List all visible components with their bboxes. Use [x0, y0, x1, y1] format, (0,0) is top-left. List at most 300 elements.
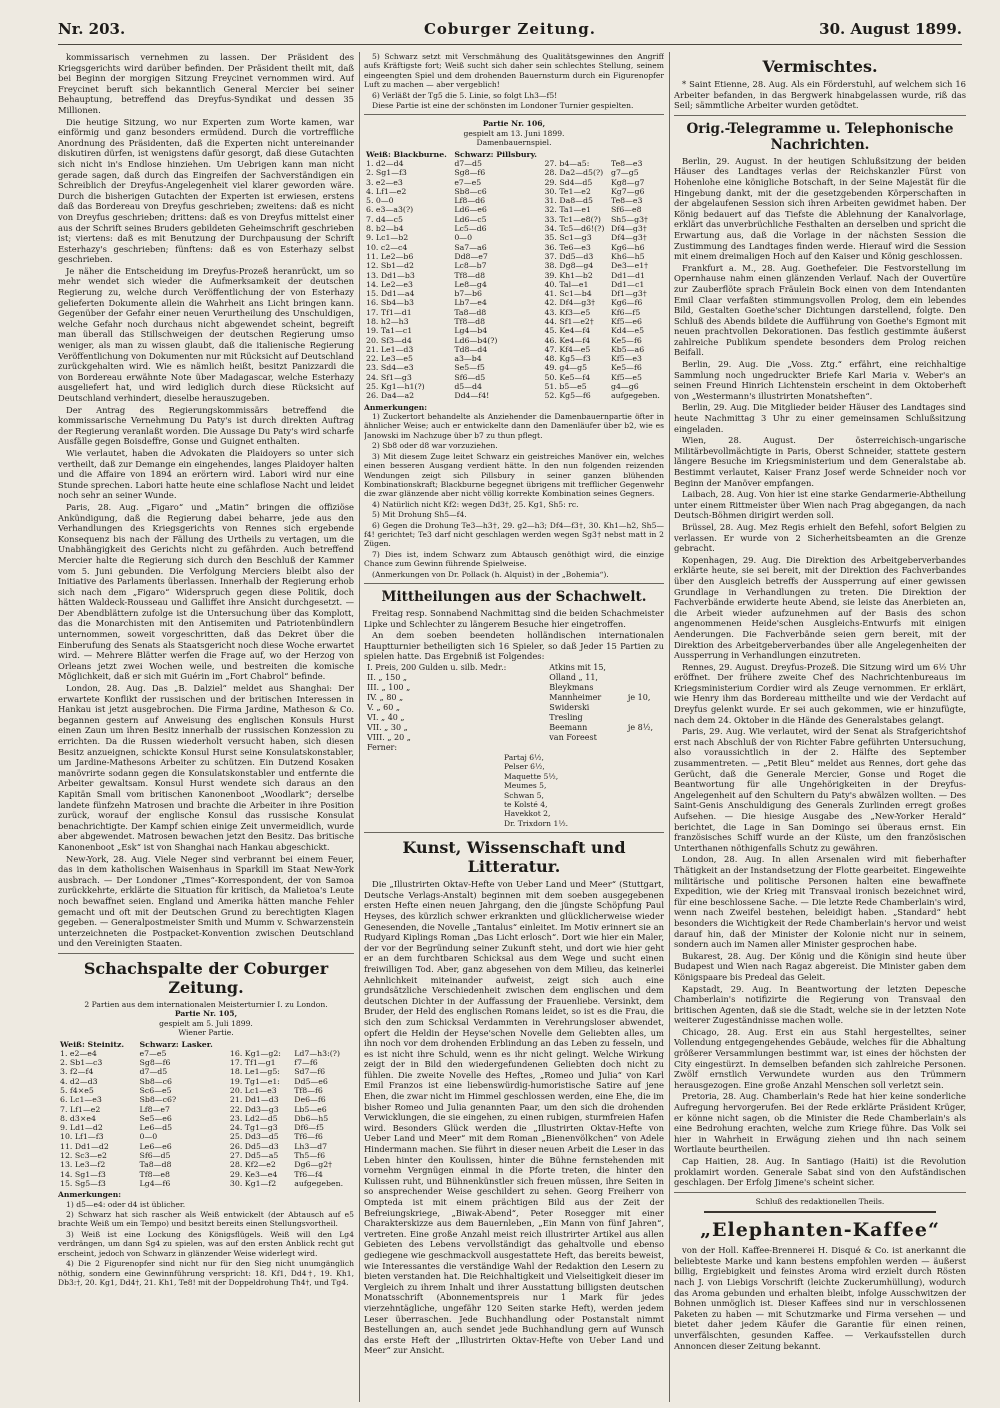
- move-row: [364, 317, 664, 326]
- chess-note: 3) Weiß ist eine Lockung des Königsflügels. Weiß will den Lg4 verdrängen, um dann Sg4 zu spielen, was auf den ersten Anblick recht gut erscheint, jedoch von Schwarz in glänzender Weise widerlegt wird.: [58, 1229, 354, 1258]
- news-paragraph: Je näher die Entscheidung im Dreyfus-Prozeß heranrückt, um so mehr wendet sich wieder die Aufmerksamkeit der deutschen Regierung zu, welche durch Veröffentlichung der von Esterhazy gelieferten Dokumente allein die Wahrheit ans Licht bringen kann. Gegenüber der Gefahr einer neuen Verurtheilung des Unschuldigen, welche Gefahr noch durchaus nicht abgewendet scheint, begreift man überall das Stillschweigen der deutschen Regierung umso weniger, als man zu wissen glaubt, daß die italienische Regierung Veröffentlichung von Dokumenten nur mit Rücksicht auf Deutschland zurückgehalten wird. Wie es nämlich heißt, besitzt Panizzardi die von Bordereau erwähnte Note über Madagascar, welche Esterhazy ausgeliefert hat, und wird lediglich durch diese Rücksicht auf Deutschland verhindert, dieselbe herauszugeben.: [58, 265, 354, 403]
- move-cell: 21. Dd1—d3: [229, 1095, 279, 1105]
- prize-score: [625, 733, 664, 743]
- move-cell: 17. Tf1—d1: [366, 307, 412, 317]
- move-cell: Se5—e6: [139, 1113, 172, 1123]
- move-cell: 4. Lf1—e2: [366, 186, 407, 196]
- move-cell: Kf5—e3: [610, 354, 643, 364]
- move-cell: 24. Sf1—g3: [366, 372, 412, 382]
- move-cell: 49. g4—g5: [544, 363, 588, 373]
- move-row: [364, 280, 664, 289]
- column-right: [674, 52, 966, 1402]
- move-cell: Lh3—d7: [294, 1141, 328, 1151]
- move-row: [364, 326, 664, 335]
- prize-score: [625, 683, 664, 693]
- move-cell: Sf6—e8: [610, 205, 642, 215]
- chess-note: 6) Gegen die Drohung Te3—h3†, 29. g2—h3; Df4—f3†, 30. Kh1—h2, Sh5—f4! gerichtet; Te3 darf nicht geschlagen werden wegen Sg3† nebst matt in 2 Zügen.: [364, 520, 664, 549]
- move-cell: f7—f6: [294, 1058, 318, 1068]
- move-cell: 14. Sg1—f3: [60, 1169, 106, 1179]
- telegram-title: Orig.-Telegramme u. Telephonische Nachrichten.: [686, 120, 954, 153]
- column-middle: [364, 52, 664, 1402]
- move-cell: 26. Da4—a2: [366, 391, 415, 401]
- move-cell: Ld6—c5: [454, 214, 487, 224]
- move-cell: 18. h2—h3: [366, 317, 409, 326]
- game106-title: Partie Nr. 106,: [482, 119, 546, 129]
- move-cell: Sg8—f6: [139, 1058, 171, 1068]
- chess-note: 5) Schwarz setzt mit Verschmähung des Qualitätsgewinnes den Angriff aufs Kräftigste fort; Weiß sucht sich daher sein schlechtes Stellung, seinem eingeengten Spiel und dem drohenden Bauernsturm durch ein Figurenopfer Luft zu machen — aber vergeblich!: [364, 52, 664, 90]
- move-cell: Sf6—d5: [454, 372, 486, 382]
- move-cell: Kh6—h5: [610, 251, 645, 261]
- move-cell: Se5—f5: [454, 363, 485, 373]
- telegram-paragraph: Laibach, 28. Aug. Von hier ist eine starke Gendarmerie-Abtheilung unter einem Rittmeister über Wien nach Prag abgegangen, da nach Deutsch-Böhmen dirigirt werden soll.: [674, 489, 966, 521]
- prize-cell: Ferner:: [367, 742, 398, 752]
- newspaper-title: Coburger Zeitung.: [423, 20, 597, 38]
- move-row: [58, 1058, 354, 1067]
- move-cell: De6—f6: [294, 1095, 326, 1105]
- move-cell: 26. Dd5—d3: [229, 1141, 279, 1151]
- move-cell: 18. Le1—g5:: [229, 1067, 280, 1077]
- prize-row: [364, 683, 664, 693]
- move-row: [364, 391, 664, 400]
- news-paragraph: Paris, 28. Aug. „Figaro“ und „Matin“ bringen die offiziöse Ankündigung, daß die Regierung dabei beharre, jede aus den Verhandlungen des Kriegsgerichts von Rennes sich ergebende Konsequenz bis nach der Fällung des Urtheils zu vertagen, um die Unabhängigkeit des Gerichts nicht zu gefährden. Auch betreffend Mercier halte die Regierung sich durch den Beschluß der Kammer vom 5. Juni gebunden. Die Verfolgung Merciers bleibt also der Initiative des Parlaments überlassen. Innerhalb der Regierung erhob sich nach dem „Figaro“ Widerspruch gegen diese Politik, doch hätten Waldeck-Rousseau und Galliffet ihre Ansicht durchgesetzt. — Der Abendblättern zufolge ist die Untersuchung über das Komplott, das die Monarchisten mit den Antisemiten und Patriotenbündlern unternommen, soweit vorgeschritten, daß das Dekret über die Einberufung des Senats als Staatsgericht noch diese Woche erwartet wird. — Mehrere Blätter werfen die Frage auf, wo der Herzog von Orleans jetzt zwei Wochen weile, und bestreiten die komische Möglichkeit, daß er sich mit Guérin im „Fort Chabrol“ befinde.: [58, 501, 354, 682]
- move-cell: 15. Dd1—a4: [366, 289, 415, 299]
- move-cell: Ld6—b4(?): [454, 335, 498, 345]
- move-cell: Tf6—f6: [294, 1132, 323, 1142]
- player-score: Partaj 6½,: [504, 752, 544, 762]
- player-score: Meumes 5,: [504, 781, 547, 791]
- move-cell: d7—d5: [454, 158, 483, 168]
- chess-note: 2) Schwarz hat sich rascher als Weiß entwickelt (der Abtausch auf e5 brachte Weiß um ein Tempo) und besitzt bereits einen Stellungsvortheil.: [58, 1210, 354, 1229]
- move-cell: 7. d4—c5: [366, 214, 403, 224]
- move-cell: Dd1—c1: [610, 279, 645, 289]
- move-row: [364, 382, 664, 391]
- end-editorial-note: Schluß des redaktionellen Theils.: [755, 1196, 885, 1206]
- move-cell: Lg4—b4: [454, 326, 488, 336]
- move-cell: 5. f4×e5: [60, 1085, 94, 1095]
- move-cell: 51. b5—e5: [544, 382, 587, 392]
- dutch-tourney-text: An dem soeben beendeten holländischen internationalen Hauptturnier betheiligten sich 16 Spieler, so daß Jeder 15 Partien zu spielen hatte. Das Ergebniß ist Folgendes:: [364, 630, 664, 662]
- chess-note: 4) Die 2 Figurenopfer sind nicht nur für den Sieg nicht unumgänglich nöthig, sondern eine Gewinnführung verspricht: 18. Kf1, Dd4†, 19. Kh1, Db3:†, 20. Kg1, Dd4†, 21. Kh1, Te8! mit der Doppeldrohung Th4†, und Tg4.: [58, 1259, 354, 1287]
- move-cell: 17. Tf1—g1: [229, 1058, 276, 1068]
- telegram-paragraph: Frankfurt a. M., 28. Aug. Goethefeier. Die Festvorstellung im Opernhause nahm einen glänzenden Verlauf. Nach der Ouvertüre zur Zauberflöte sprach Fräulein Bock einen von dem Intendanten Emil Claar verfaßten stimmungsvollen Prolog, dem ein lebendes Bild, Gestalten Goethe'scher Dichtungen darstellend, folgte. Den Schluß des Abends bildete die Aufführung von Goethe's Egmont mit neuen prachtvollen Dekorationen. Das festlich gestimmte äußerst zahlreiche Publikum spendete besonders dem Prolog reichen Beifall.: [674, 262, 966, 358]
- news-paragraph: London, 28. Aug. Das „B. Dalziel“ meldet aus Shanghai: Der erwartete Konflikt der russischen und der britischen Interessen in Hankau ist jetzt ausgebrochen. Die Firma Jardine, Matheson & Co. begannen gestern auf Anweisung des englischen Konsuls Hurst einen Zaun um ihren Besitz innerhalb der russischen Konzession zu errichten. Da die Russen wiederholt versucht haben, sich diesen Besitz anzueignen, schickte Konsul Hurst seine Konsulatskonstabler, um Jardine-Mathesons Arbeiter zu schützen. Ein Dutzend Kosaken manövrirte sodann gegen die Konsulatskonstabler und entfernte die Arbeiter gewaltsam. Konsul Hurst wendete sich daraus an den Kapitän Small vom britischen Kanonenboot „Woodlark“; derselbe landete fünfzehn Matrosen und brachte die Arbeiter in ihre Position zurück, worauf der englische Konsul das russische Konsulat benachrichtigte. Der Kampf schien einige Zeit unvermeidlich, wurde aber abgewendet. Matrosen bewachen jetzt den Besitz. Das britische Kanonenboot „Esk“ ist von Shanghai nach Hankau abgeschickt.: [58, 683, 354, 852]
- game106-notes: [364, 412, 664, 579]
- move-cell: Ke5—f6: [610, 335, 642, 345]
- move-cell: Sg8—f6: [454, 168, 486, 178]
- move-cell: 33. Tc1—e8(?): [544, 214, 601, 224]
- prize-row: [364, 713, 664, 723]
- move-row: [364, 233, 664, 242]
- move-cell: Le8—g4: [454, 279, 487, 289]
- move-row: [364, 178, 664, 187]
- column-divider: [359, 52, 360, 1402]
- move-cell: 3. e2—e3: [366, 177, 403, 187]
- move-cell: Lg4—f6: [139, 1178, 171, 1188]
- move-cell: 39. Kh1—b2: [544, 270, 593, 280]
- move-cell: 29. Sd4—d5: [544, 177, 593, 187]
- chess-note: 3) Mit diesem Zuge leitet Schwarz ein geistreiches Manöver ein, welches einen besseren Ausgang verdient hätte. In den nun folgenden reizenden Wendungen zeigt sich Pillsbury in seiner ganzen blühenden Kombinationskraft; Blackburne begegnet übrigens mit trefflicher Gegenwehr die zwar glänzende aber nicht völlig korrekte Kombination seines Gegners.: [364, 451, 664, 499]
- chess-note: 1) d5—e4: oder d4 ist üblicher.: [66, 1199, 186, 1209]
- move-cell: Sa7—a6: [454, 242, 487, 252]
- prize-cell: Tresling: [549, 712, 583, 722]
- move-cell: Kb5—a6: [610, 344, 645, 354]
- move-cell: 11. Le2—b6: [366, 251, 414, 261]
- prize-row: [364, 673, 664, 683]
- move-cell: Dd1—d1: [610, 270, 645, 280]
- move-cell: Kd4—e5: [610, 326, 645, 336]
- move-cell: 7. Lf1—e2: [60, 1104, 101, 1114]
- move-cell: Te8—e3: [610, 196, 643, 206]
- ad-title: „Elephanten-Kaffee“: [700, 1219, 940, 1242]
- telegrams: [674, 156, 966, 1188]
- dreyfus-report: [58, 52, 354, 949]
- prize-cell: van Foreest: [549, 732, 597, 742]
- move-cell: 14. Le2—e3: [366, 279, 414, 289]
- move-cell: 48. Kg5—f3: [544, 354, 591, 364]
- move-cell: 45. Ke4—f4: [544, 326, 591, 336]
- move-cell: 40. Tal—e1: [544, 279, 589, 289]
- move-cell: Le6—d5: [139, 1123, 173, 1133]
- move-cell: Sf6—d5: [139, 1151, 171, 1161]
- telegram-paragraph: Brüssel, 28. Aug. Mez Regis erhielt den Befehl, sofort Belgien zu verlassen. Er wurde von 2 Sicherheitsbeamten an die Grenze gebracht.: [674, 521, 966, 554]
- game106-date: gespielt am 13. Juni 1899.: [463, 128, 565, 138]
- move-cell: 16. Kg1—g2:: [229, 1048, 281, 1058]
- move-row: [364, 187, 664, 196]
- move-cell: aufgegeben.: [610, 391, 660, 401]
- move-cell: Ld7—h3:(?): [294, 1048, 341, 1058]
- move-cell: 12. Sb1—d2: [366, 261, 414, 271]
- move-cell: 31. Da8—d5: [544, 196, 593, 206]
- move-cell: 20. Lc1—e3: [229, 1085, 277, 1095]
- chess-note: Diese Partie ist eine der schönsten im Londoner Turnier gespielten.: [372, 101, 634, 111]
- move-cell: Sb8—c6: [454, 186, 487, 196]
- news-paragraph: Der Antrag des Regierungskommissärs betreffend die kommissarische Vernehmung Du Paty's ist durch direkten Auftrag der Regierung veranlaßt worden. Die Aussage Du Paty's wird scharfe Ausfälle gegen Boisdeffre, Gonse und Guignet enthalten.: [58, 404, 354, 447]
- move-cell: Tf6—f4: [294, 1169, 323, 1179]
- move-cell: 37. Dd5—d3: [544, 251, 594, 261]
- issue-number: Nr. 203.: [58, 20, 126, 38]
- move-cell: 38. Dg8—g4: [544, 261, 594, 271]
- telegram-paragraph: Kapstadt, 29. Aug. In Beantwortung der letzten Depesche Chamberlain's notifizirte die Regierung von Transvaal den britischen Agenten, daß sie die Stadt, welche sie in der letzten Note weiterer Zugeständnisse machen wolle.: [674, 983, 966, 1026]
- chess-note: 4) Natürlich nicht Kf2: wegen Dd3†, 25. Kg1, Sh5: rc.: [372, 499, 579, 509]
- move-cell: 8. d3×e4: [60, 1113, 96, 1123]
- move-cell: 16. Sb4—b3: [366, 298, 414, 308]
- move-cell: 12. Sc3—e2: [60, 1151, 107, 1161]
- chess-section-title: Schachspalte der Coburger Zeitung.: [83, 958, 329, 997]
- move-cell: 10. c2—c4: [366, 242, 408, 252]
- move-row: [364, 354, 664, 363]
- move-row: [364, 271, 664, 280]
- move-row: [58, 1179, 354, 1188]
- move-row: [364, 373, 664, 382]
- move-cell: Df6—f5: [294, 1123, 324, 1133]
- prize-row: [364, 663, 664, 673]
- player-score: Dr. Trixdorn 1½.: [504, 818, 569, 828]
- move-row: [58, 1105, 354, 1114]
- move-cell: Db6—h5: [294, 1113, 329, 1123]
- prize-cell: Swiderski: [549, 702, 590, 712]
- move-row: [58, 1151, 354, 1160]
- move-cell: e7—e5: [454, 177, 482, 187]
- move-cell: Tf8—f6: [294, 1085, 323, 1095]
- move-cell: 42. Df4—g3†: [544, 298, 596, 308]
- prize-score: [625, 703, 664, 713]
- prize-cell: IV. „ 80 „: [367, 692, 404, 702]
- news-paragraph: New-York, 28. Aug. Viele Neger sind verbrannt bei einem Feuer, das in dem katholischen Waisenhaus in Sparkill im Staat New-York ausbrach. — Der Londoner „Times“-Korrespondent, der von Samoa zurückkehrte, erklärte die Situation für kritisch, da Malietoa's Leute noch bewaffnet seien. England und Amerika hätten manche Fehler gemacht und oft mit der Deutschen Grund zu berechtigten Klagen gegeben. — Generalpostmeister Smith und Mumm v. Schwarzenstein unterzeichneten die Postpacket-Konvention zwischen Deutschland und den Vereinigten Staaten.: [58, 853, 354, 949]
- ad-text: von der Holl. Kaffee-Brennerei H. Disqué & Co. ist anerkannt die beliebteste Marke und kann bestens empfohlen werden — äußerst billig, Ergiebigkeit und feinstes Aroma wird erzielt durch Rösten nach J. von Liebigs Vorschrift (leichte Zuckerumhüllung), wodurch das Aroma gebunden und erhalten bleibt, infolge Ausschwitzen der Bohnen unmöglich ist. Dieser Kaffees sind nur in verschlossenen Paketen zu haben — mit Schutzmarke und Firma versehen — und bietet daher jedem Käufer die Garantie für einen reinen, unverfälschten, gesunden Kaffee. — Verkaufsstellen durch Annoncen dieser Zeitung bekannt.: [674, 1245, 966, 1351]
- move-cell: Lc8—b7: [454, 261, 487, 271]
- move-row: [364, 261, 664, 270]
- prize-cell: III. „ 100 „: [367, 682, 411, 692]
- move-row: [58, 1123, 354, 1132]
- chess-note: 2) Sb8 oder d8 war vorzuziehen.: [372, 441, 498, 451]
- game106-black: Schwarz: Pillsbury.: [454, 149, 537, 159]
- move-cell: 30. Kg1—f2: [229, 1178, 277, 1188]
- move-cell: Df4—g3†: [610, 233, 647, 243]
- move-cell: 27. b4—a5:: [544, 158, 590, 168]
- game105-notes: [58, 1200, 354, 1288]
- move-cell: 50. Ke5—f4: [544, 372, 591, 382]
- player-score: Havekkot 2,: [504, 809, 551, 819]
- player-score: Schwan 5,: [504, 790, 544, 800]
- telegram-paragraph: Wien, 28. August. Der österreichisch-ungarische Militärbevollmächtigte in Paris, Oberst Schneider, stattete gestern längere Besuche im Kriegsministerium und dem Generalstabe ab. Bestimmt verlautet, Kaiser Franz Josef werde Schneider noch vor Beginn der Manöver empfangen.: [674, 435, 966, 488]
- move-cell: 21. Le1—d3: [366, 344, 414, 354]
- prize-row: [364, 693, 664, 703]
- column-divider: [669, 52, 670, 1402]
- move-cell: 15. Sg5—f3: [60, 1178, 106, 1188]
- move-cell: 1. d2—d4: [366, 158, 404, 168]
- prize-cell: Beemann: [549, 722, 588, 732]
- prize-cell: VII. „ 30 „: [367, 722, 408, 732]
- move-cell: 27. Dd5—a5: [229, 1151, 279, 1161]
- game105-title: Partie Nr. 105,: [174, 1009, 238, 1019]
- telegram-paragraph: Paris, 29. Aug. Wie verlautet, wird der Senat als Strafgerichtshof erst nach Abschluß der von Richter Fabre geführten Untersuchung, also voraussichtlich in der 2. Hälfte des September zusammentreten. — „Petit Bleu“ meldet aus Rennes, dort gehe das Gerücht, daß die Generale Mercier, Gonse und Roget die Beantwortung für alle Ungehörigkeiten in der Dreyfus-Angelegenheit auf den Schultern du Paty's abwälzen wollten. — Des Saint-Genis Anschuldigung des Generals Zurlinden erregt großes Aufsehen. — Die hiesige Ausgabe des „New-Yorker Herald“ berichtet, die Lage in San Domingo sei überaus ernst. Ein französisches Schiff wurde an der Küste, um den französischen Unterthanen nöthigenfalls Schutz zu gewähren.: [674, 726, 966, 853]
- game105-white: Weiß: Steinitz.: [60, 1039, 125, 1049]
- move-row: [364, 363, 664, 372]
- game106-notes-title: Anmerkungen:: [364, 402, 428, 412]
- move-cell: 52. Kg5—f6: [544, 391, 591, 401]
- move-row: [364, 168, 664, 177]
- prize-cell: V. „ 60 „: [367, 702, 401, 712]
- move-cell: Sb8—c6?: [139, 1095, 177, 1105]
- move-cell: 13. Dd1—b3: [366, 270, 415, 280]
- prize-cell: Olland „ 11,: [549, 672, 598, 682]
- move-cell: 0—0: [139, 1132, 158, 1142]
- move-cell: Sh5—g3†: [610, 214, 648, 224]
- telegram-paragraph: Berlin, 29. August. In der heutigen Schlußsitzung der beiden Häuser des Landtages verlas der Reichskanzler Fürst von Hohenlohe eine königliche Botschaft, in der Seine Majestät für die Hingebung dankt, mit der die gesetzgebenden Körperschaften in der abgelaufenen Session sich ihren Arbeiten gewidmet haben. Der König bedauert auf das Tiefste die Ablehnung der Kanalvorlage, erklärt das unverbrüchliche Festhalten an derselben und spricht die Erwartung aus, daß die Vorlage in der nächsten Session die Zustimmung des Landtages finden werde. Hierauf wird die Session mit einem dreimaligen Hoch auf den Kaiser und König geschlossen.: [674, 155, 966, 262]
- prize-row: [364, 733, 664, 743]
- move-cell: Kf6—f5: [610, 307, 641, 317]
- game105-notes-title: Anmerkungen:: [58, 1190, 122, 1200]
- move-cell: 6. e3—a3(?): [366, 205, 414, 215]
- move-cell: 28. Da2—d5(?): [544, 168, 604, 178]
- move-row: [58, 1142, 354, 1151]
- move-cell: Ld6—e6: [454, 205, 487, 215]
- move-cell: De3—e1†: [610, 261, 649, 271]
- move-row: [364, 243, 664, 252]
- culture-title: Kunst, Wissenschaft und Litteratur.: [402, 838, 626, 877]
- move-cell: Lf8—d6: [454, 196, 486, 206]
- game106-opening: Damenbauernspiel.: [476, 138, 552, 148]
- move-cell: a3—b4: [454, 354, 482, 364]
- telegram-paragraph: Berlin, 29. Aug. Die Mitglieder beider Häuser des Landtages sind heute Nachmittag 3 Uhr zu einer gemeinsamen Schlußsitzung eingeladen.: [674, 402, 966, 434]
- prize-cell: Atkins mit 15,: [549, 662, 606, 672]
- chess-note: 1) Zuckertort behandelte als Anziehender die Damenbauernpartie öfter in ähnlicher Weise; auch er entwickelte dann den Damenläufer über b2, wie es Janowski im Nachzuge über b7 zu thun pflegt.: [364, 412, 664, 440]
- game105-date: gespielt am 5. Juli 1899.: [159, 1018, 253, 1028]
- move-cell: 43. Kf3—e5: [544, 307, 591, 317]
- move-row: [58, 1067, 354, 1076]
- telegram-paragraph: Kopenhagen, 29. Aug. Die Direktion des Arbeitgeberverbandes erklärte heute, sie sei bereit, mit der Direktion des Fachverbandes über den Ausgleich betreffs der Aussperrung auf einer gewissen Grundlage in Verhandlungen zu treten. Die Direktion der Fachverbände erwiderte heute Abend, sie leiste das Anerbieten an, die Arbeit wieder aufzunehmen auf der Basis des schon angenommenen Heide'schen Ausgleichs-Entwurfs mit einigen Aenderungen. Die Fachverbände seien gern bereit, mit der Direktion des Arbeitgeberverbandes über alle Angelegenheiten der Aussperrung in Verhandlungen einzutreten.: [674, 554, 966, 661]
- move-cell: 6. Lc1—e3: [60, 1095, 102, 1105]
- prize-row: [364, 703, 664, 713]
- chess-note: 6) Verläßt der Tg5 die 5. Linie, so folgt Lh3—f5!: [372, 90, 558, 100]
- move-row: [364, 215, 664, 224]
- move-row: [364, 308, 664, 317]
- move-cell: Kg6—h6: [610, 242, 645, 252]
- move-cell: 29. Ke3—e4: [229, 1169, 278, 1179]
- move-row: [364, 289, 664, 298]
- chess-news-title: Mittheilungen aus der Schachwelt.: [381, 588, 647, 605]
- move-cell: Kg8—g7: [610, 177, 645, 187]
- move-row: [364, 205, 664, 214]
- move-row: [364, 159, 664, 168]
- move-cell: Kf5—e6: [610, 317, 643, 326]
- move-cell: 25. Kg1—h1(?): [366, 382, 425, 392]
- move-cell: 28. Kf2—e2: [229, 1160, 276, 1170]
- game105-moves-table: [58, 1040, 354, 1189]
- move-cell: Sd7—f6: [294, 1067, 326, 1077]
- news-paragraph: Die heutige Sitzung, wo nur Experten zum Worte kamen, war einförmig und ganz besonders ermüdend. Durch die vortreffliche Anordnung des Präsidenten, daß die Experten nicht untereinander diskutiren dürfen, ist wenigstens dafür gesorgt, daß diese Gutachten sich nicht in's Endlose hinziehen. Um Uebrigen kann man nicht gerade sagen, daß durch das Eingreifen der Sachverständigen ein Schreiblich der Dreyfus-Angelegenheit viel klarer geworden wäre. Durch die bisherigen Gutachten der Experten ist erwiesen, erstens daß das Bordereau von Dreyfus geschrieben; zweitens: daß es nicht von Dreyfus geschrieben; drittens: daß es von Dreyfus mittelst einer aus der Schrift seines Bruders gebildeten Geheimschrift geschrieben ist; viertens: daß es mit Benutzung der Durchpausung der Schrift Esterhazy's geschrieben; fünftens: daß es von Esterhazy selbst geschrieben.: [58, 116, 354, 265]
- move-cell: Kg6—f6: [610, 298, 643, 308]
- move-cell: 9. Ld1—d2: [60, 1123, 103, 1133]
- prize-score: [625, 713, 664, 723]
- telegram-paragraph: Bukarest, 28. Aug. Der König und die Königin sind heute über Budapest und Wien nach Ragaz abgereist. Die Minister gaben dem Königspaare bis Predeal das Geleit.: [674, 950, 966, 982]
- move-cell: d5—d4: [454, 382, 483, 392]
- player-score: te Kolsté 4,: [504, 799, 548, 809]
- move-row: [364, 252, 664, 261]
- move-cell: Lb7—e4: [454, 298, 487, 308]
- move-cell: 10. Lf1—f3: [60, 1132, 104, 1142]
- move-cell: Kf5—e5: [610, 372, 643, 382]
- move-cell: g7—g5: [610, 168, 639, 178]
- telegram-paragraph: Chicago, 28. Aug. Erst ein aus Stahl hergestelltes, seiner Vollendung entgegengehendes Gebäude, welches für die Abhaltung größerer Versammlungen bestimmt war, ist eines der höchsten der City eingestürzt. In demselben befanden sich zahlreiche Personen. Zwölf ernstlich Verwundete wurden aus den Trümmern herausgezogen. Eine große Anzahl Menschen soll verletzt sein.: [674, 1026, 966, 1090]
- move-cell: Tf8—e8: [139, 1169, 170, 1179]
- move-cell: 23. Ld2—d5: [229, 1113, 278, 1123]
- move-cell: 13. Le3—f2: [60, 1160, 106, 1170]
- move-cell: 1. e2—e4: [60, 1048, 97, 1058]
- move-row: [58, 1132, 354, 1141]
- move-cell: 3. f2—f4: [60, 1067, 94, 1077]
- game106-moves-table: [364, 150, 664, 401]
- move-cell: Td8—d4: [454, 344, 488, 354]
- move-cell: b7—b6: [454, 289, 483, 299]
- chess-note: 5) Mit Drohung Sh5—f4.: [372, 510, 467, 520]
- move-cell: 36. Te6—e3: [544, 242, 591, 252]
- move-cell: 34. Tc5—d6!(?): [544, 224, 605, 234]
- prize-cell: I. Preis, 200 Gulden u. silb. Medr.:: [367, 662, 507, 672]
- move-cell: Df4—g3†: [610, 224, 647, 234]
- move-cell: 0—0: [454, 233, 473, 243]
- move-row: [364, 298, 664, 307]
- move-cell: Ta8—d8: [139, 1160, 172, 1170]
- chess-note: 7) Dies ist, indem Schwarz zum Abtausch genöthigt wird, die einzige Chance zum Gewinn führende Spielweise.: [364, 549, 664, 569]
- move-cell: 5. 0—0: [366, 196, 394, 206]
- move-cell: 22. Le3—e5: [366, 354, 414, 364]
- culture-text: [364, 879, 664, 1356]
- chess-intro: 2 Partien aus dem internationalen Meisterturnier I. zu London.: [84, 999, 328, 1009]
- chess-note: (Anmerkungen von Dr. Pollack (h. Alquist) in der „Bohemia“).: [372, 569, 609, 579]
- move-cell: 8. b2—b4: [366, 224, 404, 234]
- move-cell: Sb8—c6: [139, 1076, 172, 1086]
- prize-row: [364, 743, 664, 753]
- move-cell: 23. Sd4—e3: [366, 363, 414, 373]
- move-cell: 22. Dd3—g3: [229, 1104, 279, 1114]
- move-cell: 2. Sg1—f3: [366, 168, 407, 178]
- move-cell: 2. Sb1—c3: [60, 1058, 103, 1068]
- move-row: [58, 1114, 354, 1123]
- move-cell: 9. Lc1—b2: [366, 233, 409, 243]
- other-players: [504, 753, 664, 828]
- prize-cell: VI. „ 40 „: [367, 712, 405, 722]
- prize-row: [364, 723, 664, 733]
- telegram-paragraph: Berlin, 29. Aug. Die „Voss. Ztg.“ erfährt, eine reichhaltige Sammlung noch ungedruckter Briefe Karl Maria v. Weber's an seinen Freund Hinrich Lichtenstein erscheint in dem Oktoberheft von „Westermann's illustrirten Monatsheften“.: [674, 359, 966, 401]
- news-paragraph: kommissarisch vernehmen zu lassen. Der Präsident des Kriegsgerichts wird darüber befinden. Der Präsident theilt mit, daß bei Beginn der morgigen Sitzung Freycinet vernommen wird. Auf Freycinet beruft sich bekanntlich General Mercier bei seiner Behauptung, betreffend das Dreyfus-Syndikat und dessen 35 Millionen.: [58, 52, 354, 115]
- prize-score: je 8½,: [627, 722, 654, 732]
- move-row: [58, 1095, 354, 1104]
- chess-notes-top: [364, 52, 664, 110]
- news-paragraph: Wie verlautet, haben die Advokaten die Plaidoyers so unter sich vertheilt, daß zur Demange ein eingehendes, langes Plaidoyer halten und die Affaire von 1894 an erörtern wird. Labori wird nur eine Stunde sprechen. Labori hatte heute eine schlaflose Nacht und leidet noch sehr an seiner Wunde.: [58, 447, 354, 501]
- move-cell: aufgegeben.: [294, 1178, 344, 1188]
- move-cell: 19. Tg1—e1:: [229, 1076, 280, 1086]
- player-score: Maquette 5½,: [504, 771, 559, 781]
- move-cell: 30. Te1—e2: [544, 186, 591, 196]
- move-cell: Df1—g3†: [610, 289, 647, 299]
- telegram-paragraph: Rennes, 29. August. Dreyfus-Prozeß. Die Sitzung wird um 6½ Uhr eröffnet. Der frühere zweite Chef des Nachrichtenbureaus im Kriegsministerium Cordier wird als Zeuge vernommen. Er erklärt, wie Henry ihm das Bordereau mittheilte und wie der Verdacht auf Dreyfus gelenkt wurde. Er sei auch gekommen, wie er hinzufügte, nach dem 24. Oktober in die Hände des Generalstabes gelangt.: [674, 661, 966, 725]
- column-left: [58, 52, 354, 1402]
- prize-cell: VIII. „ 20 „: [367, 732, 411, 742]
- telegram-paragraph: Pretoria, 28. Aug. Chamberlain's Rede hat hier keine sonderliche Aufregung hervorgerufen. Bei der Rede erklärte Präsident Krüger, er könne nicht sagen, ob die Minister die Rede Chamberlain's als eine Bedrohung erachten, welche zum Kriege führe. Das Volk sei hier in Wahrheit in Erwägung ziehen und ihn nach seinem Wortlaute beurtheilen.: [674, 1091, 966, 1155]
- move-cell: Tf8—d8: [454, 270, 486, 280]
- move-cell: Th5—f6: [294, 1151, 326, 1161]
- game106-white: Weiß: Blackburne.: [366, 149, 447, 159]
- prize-score: je 10,: [627, 692, 651, 702]
- move-cell: 4. d2—d3: [60, 1076, 98, 1086]
- move-cell: Te8—e3: [610, 158, 643, 168]
- telegram-paragraph: London, 28. Aug. In allen Arsenalen wird mit fieberhafter Thätigkeit an der Instandsetzung der Flotte gearbeitet. Eingeweihte militärische und politische Personen halten eine bewaffnete Expedition, wie der Krieg mit Transvaal ironisch bezeichnet wird, für eine beschlossene Sache. — Die letzte Rede Chamberlain's wird, wenn nach Zweifel bestehen, beleidigt haben. „Standard“ hebt besonders die Wichtigkeit der Rede Chamberlain's hervor und weist darauf hin, daß der Minister der Kolonie nicht nur in seinem, sondern auch im Namen aller Minister gesprochen habe.: [674, 854, 966, 950]
- move-cell: 44. Sf1—e2†: [544, 317, 594, 326]
- prize-score: [625, 673, 664, 683]
- move-row: [364, 196, 664, 205]
- move-cell: e7—e5: [139, 1048, 167, 1058]
- prize-cell: Mannheimer: [549, 692, 602, 702]
- move-cell: Lc5—d6: [454, 224, 487, 234]
- move-row: [58, 1086, 354, 1095]
- move-cell: Kg7—g6: [610, 186, 645, 196]
- move-cell: Ta8—d8: [454, 307, 487, 317]
- move-cell: 35. Sc1—g3: [544, 233, 592, 243]
- move-cell: 20. Sf3—d4: [366, 335, 412, 345]
- move-cell: 41. Sc1—b4: [544, 289, 592, 299]
- move-cell: 32. Ta1—e1: [544, 205, 591, 215]
- move-row: [58, 1170, 354, 1179]
- move-cell: Sc6—e5: [139, 1085, 172, 1095]
- move-row: [58, 1160, 354, 1169]
- move-cell: Tf8—d8: [454, 317, 486, 326]
- move-cell: g4—g6: [610, 382, 639, 392]
- misc-title: Vermischtes.: [762, 57, 878, 76]
- move-cell: Ke5—f6: [610, 363, 642, 373]
- move-cell: 25. Dd3—d5: [229, 1132, 279, 1142]
- prize-cell: Bleykmans: [549, 682, 594, 692]
